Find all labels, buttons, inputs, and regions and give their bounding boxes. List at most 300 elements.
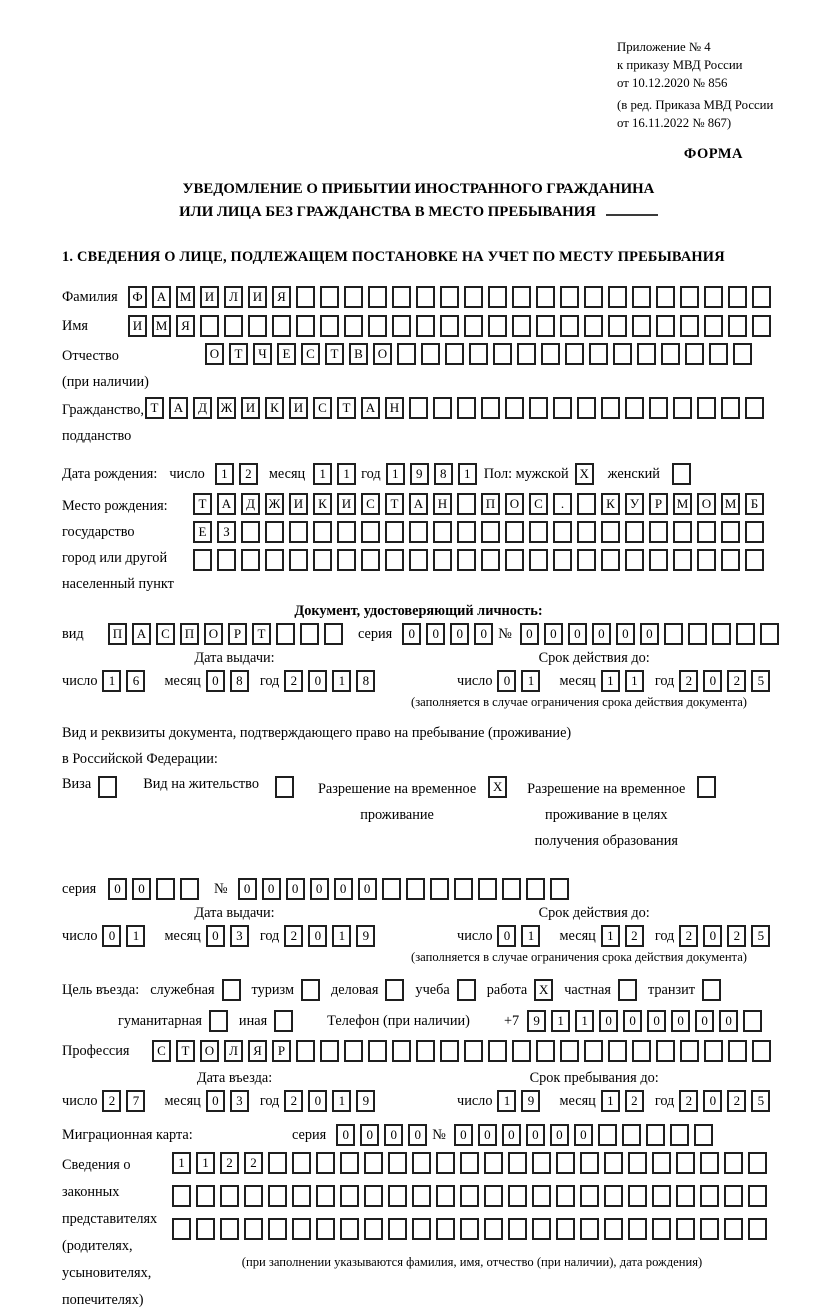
form-cell[interactable] xyxy=(361,549,380,571)
form-cell[interactable]: . xyxy=(553,493,572,515)
form-cell[interactable] xyxy=(156,878,175,900)
form-cell[interactable]: 0 xyxy=(592,623,611,645)
form-cell[interactable] xyxy=(364,1152,383,1174)
form-cell[interactable] xyxy=(728,315,747,337)
form-cell[interactable] xyxy=(392,315,411,337)
form-cell[interactable]: 0 xyxy=(206,670,225,692)
form-cell[interactable] xyxy=(577,397,596,419)
form-cell[interactable] xyxy=(673,397,692,419)
form-cell[interactable] xyxy=(704,1040,723,1062)
form-cell[interactable] xyxy=(464,286,483,308)
form-cell[interactable]: 1 xyxy=(521,670,540,692)
form-cell[interactable]: 2 xyxy=(102,1090,121,1112)
form-cell[interactable]: К xyxy=(313,493,332,515)
form-cell[interactable] xyxy=(508,1185,527,1207)
form-cell[interactable]: 0 xyxy=(574,1124,593,1146)
form-cell[interactable]: 5 xyxy=(751,1090,770,1112)
form-cell[interactable] xyxy=(460,1152,479,1174)
form-cell[interactable] xyxy=(721,521,740,543)
form-cell[interactable] xyxy=(220,1218,239,1240)
form-cell[interactable] xyxy=(673,521,692,543)
form-cell[interactable]: С xyxy=(156,623,175,645)
form-cell[interactable] xyxy=(172,1185,191,1207)
form-cell[interactable]: 0 xyxy=(308,1090,327,1112)
form-cell[interactable] xyxy=(241,549,260,571)
form-cell[interactable]: 0 xyxy=(497,925,516,947)
form-cell[interactable]: В xyxy=(349,343,368,365)
form-cell[interactable] xyxy=(728,1040,747,1062)
form-cell[interactable] xyxy=(412,1152,431,1174)
form-cell[interactable]: З xyxy=(217,521,236,543)
form-cell[interactable] xyxy=(517,343,536,365)
form-cell[interactable] xyxy=(697,397,716,419)
form-cell[interactable]: 1 xyxy=(313,463,332,485)
form-cell[interactable] xyxy=(628,1218,647,1240)
form-cell[interactable] xyxy=(457,521,476,543)
form-cell[interactable]: К xyxy=(265,397,284,419)
form-cell[interactable] xyxy=(481,521,500,543)
form-cell[interactable] xyxy=(670,1124,689,1146)
form-cell[interactable]: 0 xyxy=(497,670,516,692)
form-cell[interactable] xyxy=(292,1185,311,1207)
form-cell[interactable] xyxy=(601,397,620,419)
form-cell[interactable] xyxy=(728,286,747,308)
form-cell[interactable] xyxy=(368,286,387,308)
form-cell[interactable]: 1 xyxy=(551,1010,570,1032)
form-cell[interactable]: 9 xyxy=(527,1010,546,1032)
form-cell[interactable]: И xyxy=(248,286,267,308)
form-cell[interactable]: 2 xyxy=(284,925,303,947)
form-cell[interactable] xyxy=(580,1185,599,1207)
form-cell[interactable]: Е xyxy=(193,521,212,543)
form-cell[interactable]: П xyxy=(481,493,500,515)
form-cell[interactable]: 9 xyxy=(521,1090,540,1112)
form-cell[interactable]: И xyxy=(241,397,260,419)
form-cell[interactable] xyxy=(388,1152,407,1174)
residence-permit-checkbox[interactable] xyxy=(275,776,294,798)
form-cell[interactable] xyxy=(580,1152,599,1174)
form-cell[interactable]: 2 xyxy=(727,1090,746,1112)
form-cell[interactable]: К xyxy=(601,493,620,515)
form-cell[interactable]: 0 xyxy=(474,623,493,645)
form-cell[interactable] xyxy=(505,521,524,543)
form-cell[interactable]: А xyxy=(132,623,151,645)
form-cell[interactable]: 2 xyxy=(284,1090,303,1112)
sex-female-checkbox[interactable] xyxy=(672,463,691,485)
form-cell[interactable] xyxy=(697,521,716,543)
form-cell[interactable]: 1 xyxy=(196,1152,215,1174)
form-cell[interactable] xyxy=(316,1152,335,1174)
form-cell[interactable] xyxy=(244,1185,263,1207)
form-cell[interactable] xyxy=(577,521,596,543)
form-cell[interactable] xyxy=(340,1185,359,1207)
sex-male-checkbox[interactable]: X xyxy=(575,463,594,485)
form-cell[interactable]: И xyxy=(200,286,219,308)
form-cell[interactable] xyxy=(661,343,680,365)
form-cell[interactable] xyxy=(743,1010,762,1032)
form-cell[interactable] xyxy=(700,1152,719,1174)
form-cell[interactable] xyxy=(589,343,608,365)
form-cell[interactable] xyxy=(604,1152,623,1174)
form-cell[interactable] xyxy=(440,1040,459,1062)
form-cell[interactable] xyxy=(289,521,308,543)
form-cell[interactable]: 0 xyxy=(206,1090,225,1112)
form-cell[interactable] xyxy=(700,1218,719,1240)
form-cell[interactable] xyxy=(526,878,545,900)
form-cell[interactable]: 2 xyxy=(727,670,746,692)
form-cell[interactable] xyxy=(172,1218,191,1240)
form-cell[interactable] xyxy=(436,1218,455,1240)
form-cell[interactable]: Я xyxy=(176,315,195,337)
form-cell[interactable] xyxy=(220,1185,239,1207)
form-cell[interactable] xyxy=(196,1185,215,1207)
form-cell[interactable] xyxy=(268,1152,287,1174)
form-cell[interactable]: 0 xyxy=(454,1124,473,1146)
form-cell[interactable] xyxy=(745,549,764,571)
form-cell[interactable] xyxy=(488,315,507,337)
form-cell[interactable] xyxy=(406,878,425,900)
form-cell[interactable] xyxy=(292,1218,311,1240)
form-cell[interactable] xyxy=(584,1040,603,1062)
form-cell[interactable] xyxy=(694,1124,713,1146)
form-cell[interactable] xyxy=(244,1218,263,1240)
form-cell[interactable]: 2 xyxy=(244,1152,263,1174)
form-cell[interactable]: Я xyxy=(272,286,291,308)
form-cell[interactable] xyxy=(652,1185,671,1207)
form-cell[interactable]: 0 xyxy=(550,1124,569,1146)
form-cell[interactable] xyxy=(296,315,315,337)
form-cell[interactable] xyxy=(265,549,284,571)
form-cell[interactable] xyxy=(481,549,500,571)
form-cell[interactable]: 0 xyxy=(647,1010,666,1032)
form-cell[interactable]: 0 xyxy=(308,670,327,692)
form-cell[interactable] xyxy=(364,1218,383,1240)
form-cell[interactable] xyxy=(697,549,716,571)
form-cell[interactable] xyxy=(721,549,740,571)
form-cell[interactable]: 5 xyxy=(751,925,770,947)
form-cell[interactable] xyxy=(409,549,428,571)
form-cell[interactable]: 0 xyxy=(132,878,151,900)
form-cell[interactable] xyxy=(340,1218,359,1240)
form-cell[interactable]: Я xyxy=(248,1040,267,1062)
form-cell[interactable] xyxy=(529,549,548,571)
form-cell[interactable] xyxy=(217,549,236,571)
form-cell[interactable]: М xyxy=(152,315,171,337)
form-cell[interactable]: 5 xyxy=(751,670,770,692)
form-cell[interactable] xyxy=(313,549,332,571)
form-cell[interactable]: 1 xyxy=(601,670,620,692)
form-cell[interactable] xyxy=(224,315,243,337)
form-cell[interactable]: 1 xyxy=(458,463,477,485)
form-cell[interactable]: П xyxy=(108,623,127,645)
form-cell[interactable] xyxy=(481,397,500,419)
form-cell[interactable]: 0 xyxy=(384,1124,403,1146)
purpose-private-checkbox[interactable] xyxy=(618,979,637,1001)
form-cell[interactable] xyxy=(512,286,531,308)
form-cell[interactable] xyxy=(704,315,723,337)
form-cell[interactable]: 0 xyxy=(334,878,353,900)
form-cell[interactable]: Н xyxy=(433,493,452,515)
form-cell[interactable] xyxy=(685,343,704,365)
purpose-tourism-checkbox[interactable] xyxy=(301,979,320,1001)
form-cell[interactable] xyxy=(536,1040,555,1062)
form-cell[interactable] xyxy=(550,878,569,900)
form-cell[interactable]: 1 xyxy=(172,1152,191,1174)
form-cell[interactable] xyxy=(704,286,723,308)
form-cell[interactable] xyxy=(382,878,401,900)
form-cell[interactable]: А xyxy=(217,493,236,515)
form-cell[interactable] xyxy=(436,1152,455,1174)
form-cell[interactable] xyxy=(680,315,699,337)
form-cell[interactable] xyxy=(724,1185,743,1207)
form-cell[interactable]: 0 xyxy=(408,1124,427,1146)
form-cell[interactable]: 9 xyxy=(356,925,375,947)
form-cell[interactable] xyxy=(316,1218,335,1240)
form-cell[interactable]: 0 xyxy=(703,670,722,692)
form-cell[interactable] xyxy=(601,521,620,543)
form-cell[interactable] xyxy=(412,1185,431,1207)
form-cell[interactable] xyxy=(392,1040,411,1062)
form-cell[interactable]: 0 xyxy=(336,1124,355,1146)
form-cell[interactable] xyxy=(733,343,752,365)
form-cell[interactable] xyxy=(748,1152,767,1174)
form-cell[interactable] xyxy=(724,1218,743,1240)
form-cell[interactable]: 2 xyxy=(625,925,644,947)
form-cell[interactable] xyxy=(625,549,644,571)
form-cell[interactable]: 0 xyxy=(599,1010,618,1032)
form-cell[interactable] xyxy=(625,397,644,419)
form-cell[interactable] xyxy=(565,343,584,365)
form-cell[interactable] xyxy=(368,315,387,337)
form-cell[interactable]: М xyxy=(673,493,692,515)
form-cell[interactable] xyxy=(316,1185,335,1207)
form-cell[interactable] xyxy=(700,1185,719,1207)
form-cell[interactable] xyxy=(296,1040,315,1062)
form-cell[interactable]: 0 xyxy=(102,925,121,947)
form-cell[interactable]: Ж xyxy=(265,493,284,515)
form-cell[interactable] xyxy=(364,1185,383,1207)
form-cell[interactable] xyxy=(632,315,651,337)
form-cell[interactable]: 1 xyxy=(497,1090,516,1112)
form-cell[interactable]: Н xyxy=(385,397,404,419)
purpose-other-checkbox[interactable] xyxy=(274,1010,293,1032)
form-cell[interactable] xyxy=(529,397,548,419)
form-cell[interactable] xyxy=(457,397,476,419)
purpose-official-checkbox[interactable] xyxy=(222,979,241,1001)
form-cell[interactable] xyxy=(709,343,728,365)
form-cell[interactable]: 8 xyxy=(356,670,375,692)
form-cell[interactable]: 2 xyxy=(239,463,258,485)
form-cell[interactable] xyxy=(344,1040,363,1062)
form-cell[interactable]: И xyxy=(289,493,308,515)
form-cell[interactable] xyxy=(193,549,212,571)
form-cell[interactable] xyxy=(613,343,632,365)
form-cell[interactable] xyxy=(601,549,620,571)
form-cell[interactable]: 2 xyxy=(679,670,698,692)
form-cell[interactable] xyxy=(412,1218,431,1240)
form-cell[interactable] xyxy=(673,549,692,571)
form-cell[interactable] xyxy=(560,1040,579,1062)
form-cell[interactable] xyxy=(469,343,488,365)
form-cell[interactable] xyxy=(484,1152,503,1174)
form-cell[interactable] xyxy=(320,1040,339,1062)
form-cell[interactable]: 0 xyxy=(544,623,563,645)
form-cell[interactable] xyxy=(632,1040,651,1062)
form-cell[interactable] xyxy=(680,286,699,308)
form-cell[interactable]: 0 xyxy=(402,623,421,645)
form-cell[interactable]: Д xyxy=(193,397,212,419)
form-cell[interactable] xyxy=(736,623,755,645)
form-cell[interactable]: 1 xyxy=(126,925,145,947)
form-cell[interactable] xyxy=(488,286,507,308)
form-cell[interactable] xyxy=(445,343,464,365)
form-cell[interactable] xyxy=(289,549,308,571)
form-cell[interactable]: О xyxy=(505,493,524,515)
form-cell[interactable] xyxy=(502,878,521,900)
purpose-work-checkbox[interactable]: X xyxy=(534,979,553,1001)
form-cell[interactable]: Ф xyxy=(128,286,147,308)
form-cell[interactable]: Т xyxy=(193,493,212,515)
form-cell[interactable]: П xyxy=(180,623,199,645)
form-cell[interactable] xyxy=(656,286,675,308)
form-cell[interactable] xyxy=(300,623,319,645)
form-cell[interactable]: М xyxy=(176,286,195,308)
form-cell[interactable] xyxy=(512,315,531,337)
form-cell[interactable]: 1 xyxy=(332,925,351,947)
form-cell[interactable] xyxy=(268,1185,287,1207)
form-cell[interactable] xyxy=(676,1152,695,1174)
form-cell[interactable] xyxy=(505,397,524,419)
temp-permit-edu-checkbox[interactable] xyxy=(697,776,716,798)
form-cell[interactable] xyxy=(556,1152,575,1174)
form-cell[interactable] xyxy=(676,1218,695,1240)
form-cell[interactable]: Р xyxy=(272,1040,291,1062)
form-cell[interactable] xyxy=(676,1185,695,1207)
form-cell[interactable]: 1 xyxy=(575,1010,594,1032)
form-cell[interactable] xyxy=(324,623,343,645)
form-cell[interactable] xyxy=(649,521,668,543)
form-cell[interactable] xyxy=(276,623,295,645)
form-cell[interactable]: 8 xyxy=(434,463,453,485)
form-cell[interactable] xyxy=(760,623,779,645)
form-cell[interactable]: 2 xyxy=(220,1152,239,1174)
form-cell[interactable] xyxy=(608,286,627,308)
form-cell[interactable] xyxy=(368,1040,387,1062)
form-cell[interactable] xyxy=(313,521,332,543)
form-cell[interactable] xyxy=(688,623,707,645)
form-cell[interactable]: О xyxy=(697,493,716,515)
form-cell[interactable]: 0 xyxy=(308,925,327,947)
form-cell[interactable] xyxy=(416,1040,435,1062)
form-cell[interactable]: 1 xyxy=(102,670,121,692)
form-cell[interactable] xyxy=(388,1218,407,1240)
form-cell[interactable] xyxy=(752,315,771,337)
form-cell[interactable]: 3 xyxy=(230,925,249,947)
form-cell[interactable]: 1 xyxy=(521,925,540,947)
form-cell[interactable]: 1 xyxy=(337,463,356,485)
form-cell[interactable]: 0 xyxy=(358,878,377,900)
form-cell[interactable] xyxy=(484,1185,503,1207)
form-cell[interactable]: 0 xyxy=(286,878,305,900)
form-cell[interactable] xyxy=(553,521,572,543)
form-cell[interactable] xyxy=(608,1040,627,1062)
form-cell[interactable] xyxy=(536,315,555,337)
form-cell[interactable]: 8 xyxy=(230,670,249,692)
form-cell[interactable] xyxy=(745,521,764,543)
form-cell[interactable] xyxy=(508,1152,527,1174)
form-cell[interactable]: 0 xyxy=(426,623,445,645)
form-cell[interactable]: 0 xyxy=(238,878,257,900)
form-cell[interactable] xyxy=(584,315,603,337)
form-cell[interactable]: 0 xyxy=(719,1010,738,1032)
form-cell[interactable]: 0 xyxy=(310,878,329,900)
form-cell[interactable] xyxy=(488,1040,507,1062)
form-cell[interactable]: 2 xyxy=(679,1090,698,1112)
form-cell[interactable] xyxy=(625,521,644,543)
form-cell[interactable] xyxy=(652,1218,671,1240)
form-cell[interactable] xyxy=(536,286,555,308)
form-cell[interactable]: 9 xyxy=(356,1090,375,1112)
form-cell[interactable] xyxy=(748,1218,767,1240)
form-cell[interactable] xyxy=(385,549,404,571)
purpose-business-checkbox[interactable] xyxy=(385,979,404,1001)
form-cell[interactable] xyxy=(385,521,404,543)
form-cell[interactable] xyxy=(433,397,452,419)
form-cell[interactable]: 0 xyxy=(703,1090,722,1112)
form-cell[interactable] xyxy=(296,286,315,308)
form-cell[interactable] xyxy=(440,315,459,337)
form-cell[interactable]: 0 xyxy=(262,878,281,900)
form-cell[interactable] xyxy=(604,1218,623,1240)
form-cell[interactable] xyxy=(553,397,572,419)
form-cell[interactable] xyxy=(272,315,291,337)
form-cell[interactable]: 0 xyxy=(671,1010,690,1032)
form-cell[interactable]: Т xyxy=(252,623,271,645)
form-cell[interactable]: О xyxy=(204,623,223,645)
form-cell[interactable]: У xyxy=(625,493,644,515)
form-cell[interactable] xyxy=(397,343,416,365)
form-cell[interactable] xyxy=(628,1152,647,1174)
form-cell[interactable]: 9 xyxy=(410,463,429,485)
temp-permit-checkbox[interactable]: X xyxy=(488,776,507,798)
form-cell[interactable] xyxy=(721,397,740,419)
form-cell[interactable]: Б xyxy=(745,493,764,515)
form-cell[interactable]: И xyxy=(337,493,356,515)
form-cell[interactable]: 1 xyxy=(601,1090,620,1112)
form-cell[interactable]: А xyxy=(169,397,188,419)
form-cell[interactable]: С xyxy=(313,397,332,419)
form-cell[interactable] xyxy=(712,623,731,645)
form-cell[interactable] xyxy=(388,1185,407,1207)
form-cell[interactable] xyxy=(478,878,497,900)
form-cell[interactable] xyxy=(433,549,452,571)
form-cell[interactable] xyxy=(440,286,459,308)
form-cell[interactable]: О xyxy=(200,1040,219,1062)
form-cell[interactable]: М xyxy=(721,493,740,515)
form-cell[interactable] xyxy=(454,878,473,900)
form-cell[interactable] xyxy=(628,1185,647,1207)
form-cell[interactable] xyxy=(484,1218,503,1240)
form-cell[interactable] xyxy=(241,521,260,543)
form-cell[interactable]: 6 xyxy=(126,670,145,692)
form-cell[interactable]: Т xyxy=(145,397,164,419)
form-cell[interactable] xyxy=(560,315,579,337)
form-cell[interactable] xyxy=(265,521,284,543)
form-cell[interactable]: 0 xyxy=(502,1124,521,1146)
form-cell[interactable]: 2 xyxy=(727,925,746,947)
form-cell[interactable] xyxy=(622,1124,641,1146)
form-cell[interactable] xyxy=(656,1040,675,1062)
